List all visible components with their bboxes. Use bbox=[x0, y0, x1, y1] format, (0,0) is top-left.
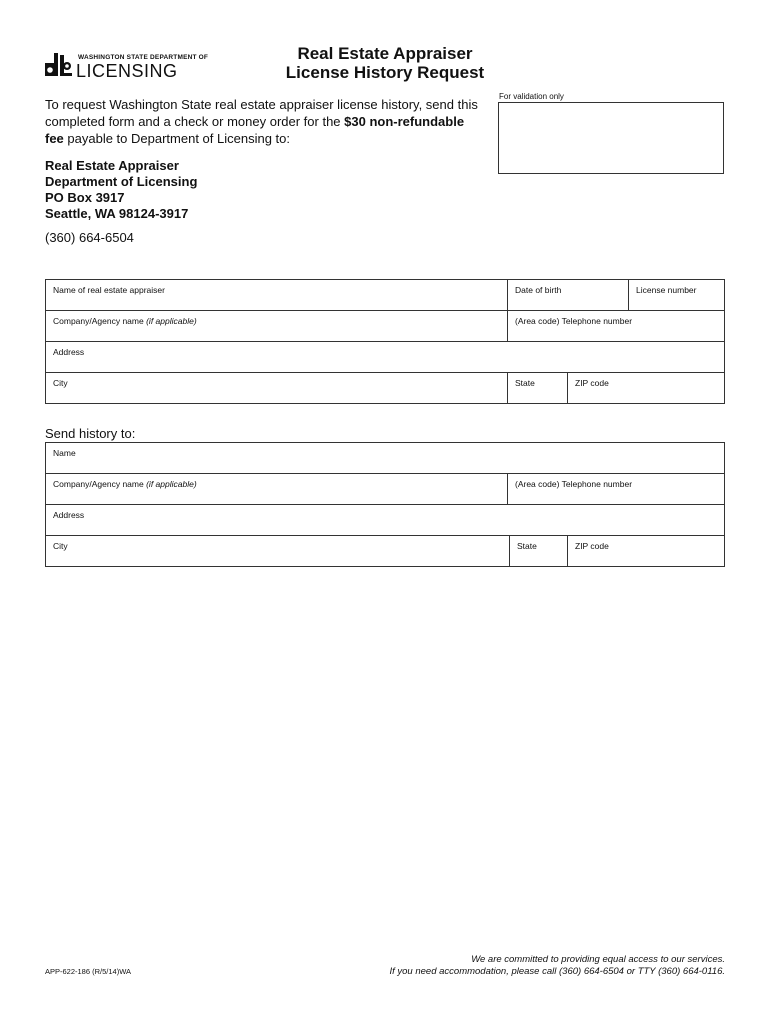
form-row bbox=[46, 504, 724, 535]
recipient-telephone-field[interactable] bbox=[507, 474, 724, 504]
appraiser-name-field[interactable] bbox=[46, 280, 507, 310]
company-note: (if applicable) bbox=[146, 316, 197, 326]
dol-logo-mark-icon bbox=[45, 51, 75, 81]
page-title bbox=[240, 44, 530, 82]
telephone-field[interactable] bbox=[507, 311, 724, 341]
intro-part-2: payable to Department of Licensing to: bbox=[63, 131, 290, 146]
intro-fee: $30 non-refundable fee bbox=[45, 114, 465, 146]
form-row bbox=[46, 280, 724, 310]
notice-line-2: If you need accommodation, please call (360) 664-6504 or TTY (360) 664-0116. bbox=[389, 966, 725, 977]
title-line-2: License History Request bbox=[285, 63, 485, 82]
company-label: Company/Agency name bbox=[53, 479, 144, 489]
send-to-form bbox=[45, 442, 725, 567]
license-number-field[interactable] bbox=[628, 280, 724, 310]
logo-agency-line: WASHINGTON STATE DEPARTMENT OF bbox=[78, 54, 209, 61]
recipient-company-field[interactable] bbox=[46, 474, 507, 504]
field-label: ZIP code bbox=[575, 378, 609, 388]
address-field[interactable] bbox=[46, 342, 724, 372]
company-label: Company/Agency name bbox=[53, 316, 144, 326]
field-label: License number bbox=[636, 285, 697, 295]
title-line-1: Real Estate Appraiser bbox=[297, 44, 473, 63]
send-history-heading: Send history to: bbox=[45, 426, 136, 441]
validation-label: For validation only bbox=[499, 92, 564, 101]
address-line-1: Real Estate Appraiser bbox=[45, 158, 179, 173]
form-row bbox=[46, 443, 724, 473]
field-label: (Area code) Telephone number bbox=[515, 479, 633, 489]
city-field[interactable] bbox=[46, 373, 507, 403]
form-row bbox=[46, 310, 724, 341]
logo-name: LICENSING bbox=[76, 61, 178, 81]
contact-phone: (360) 664-6504 bbox=[45, 230, 134, 245]
mailing-address bbox=[45, 158, 197, 222]
field-label: Name bbox=[53, 448, 76, 458]
field-label: City bbox=[53, 378, 68, 388]
field-label: Name of real estate appraiser bbox=[53, 285, 165, 295]
recipient-address-field[interactable] bbox=[46, 505, 724, 535]
field-label: Date of birth bbox=[515, 285, 562, 295]
state-field[interactable] bbox=[507, 373, 567, 403]
accessibility-notice bbox=[330, 954, 725, 978]
address-line-2: Department of Licensing bbox=[45, 174, 198, 189]
form-row bbox=[46, 341, 724, 372]
field-label: City bbox=[53, 541, 68, 551]
company-note: (if applicable) bbox=[146, 479, 197, 489]
form-row bbox=[46, 535, 724, 566]
field-label bbox=[53, 479, 197, 489]
recipient-city-field[interactable] bbox=[46, 536, 509, 566]
recipient-zip-code-field[interactable] bbox=[567, 536, 724, 566]
form-row bbox=[46, 372, 724, 403]
field-label: Address bbox=[53, 347, 85, 357]
field-label: ZIP code bbox=[575, 541, 609, 551]
zip-code-field[interactable] bbox=[567, 373, 724, 403]
field-label: (Area code) Telephone number bbox=[515, 316, 633, 326]
field-label: State bbox=[517, 541, 537, 551]
date-of-birth-field[interactable] bbox=[507, 280, 628, 310]
notice-line-1: We are committed to providing equal access to our services. bbox=[471, 954, 725, 965]
intro-part-1: To request Washington State real estate appraiser license history, send this completed form and a check or money order for the bbox=[45, 97, 478, 129]
dol-logo bbox=[45, 51, 209, 83]
recipient-name-field[interactable] bbox=[46, 443, 724, 473]
form-id: APP-622-186 (R/5/14)WA bbox=[45, 967, 132, 976]
recipient-state-field[interactable] bbox=[509, 536, 567, 566]
validation-box bbox=[498, 102, 724, 174]
field-label bbox=[53, 316, 197, 326]
address-line-4: Seattle, WA 98124-3917 bbox=[45, 206, 189, 221]
form-row bbox=[46, 473, 724, 504]
company-name-field[interactable] bbox=[46, 311, 507, 341]
address-line-3: PO Box 3917 bbox=[45, 190, 125, 205]
field-label: Address bbox=[53, 510, 85, 520]
intro-text bbox=[45, 96, 485, 147]
appraiser-info-form bbox=[45, 279, 725, 404]
field-label: State bbox=[515, 378, 535, 388]
